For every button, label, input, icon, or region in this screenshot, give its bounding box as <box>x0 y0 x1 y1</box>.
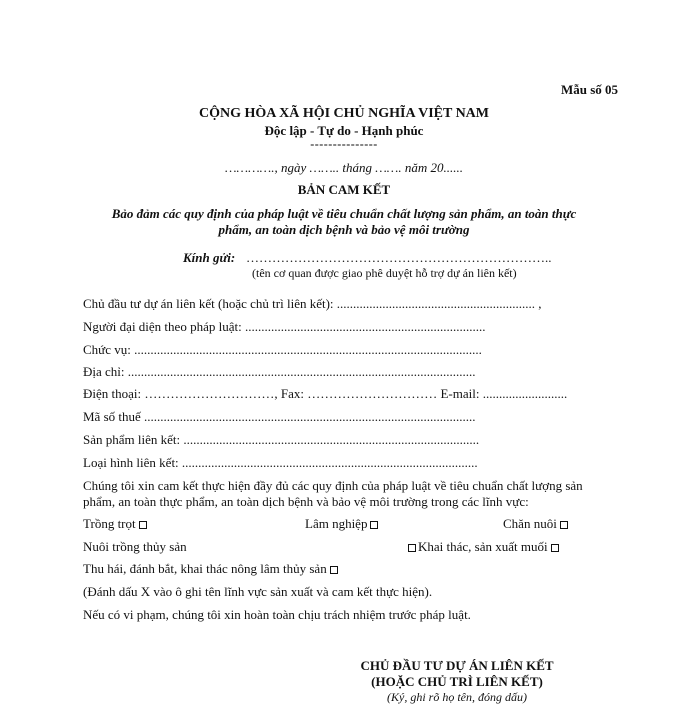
signature-instruction: (Ký, ghi rõ họ tên, đóng dấu) <box>387 690 527 704</box>
sector-salt-label: Khai thác, sản xuất muối <box>418 539 548 554</box>
position-field: Chức vụ: ........................................................................................................... <box>83 342 482 357</box>
harvest-checkbox[interactable] <box>330 566 338 574</box>
signature-title: CHỦ ĐẦU TƯ DỰ ÁN LIÊN KẾT <box>360 658 554 673</box>
sector-forestry-label: Lâm nghiệp <box>305 516 368 531</box>
livestock-checkbox[interactable] <box>560 521 568 529</box>
sector-livestock <box>503 516 568 532</box>
date-line: …………., ngày …….. tháng ……. năm 20...... <box>225 160 463 175</box>
product-field: Sản phẩm liên kết: ........................................................................................... <box>83 432 480 447</box>
aquaculture-checkbox[interactable] <box>408 544 416 552</box>
sector-salt <box>408 539 559 555</box>
salt-checkbox[interactable] <box>551 544 559 552</box>
header-rule: --------------- <box>310 137 378 151</box>
sector-forestry <box>305 516 378 532</box>
subtitle-line-1: Bảo đảm các quy định của pháp luật về tiêu chuẩn chất lượng sản phẩm, an toàn thực <box>111 206 577 221</box>
instruction-note: (Đánh dấu X vào ô ghi tên lĩnh vực sản xuất và cam kết thực hiện). <box>83 584 433 599</box>
forestry-checkbox[interactable] <box>370 521 378 529</box>
sector-livestock-label: Chăn nuôi <box>503 516 557 531</box>
form-number: Mẫu số 05 <box>560 82 618 97</box>
liability-statement: Nếu có vi phạm, chúng tôi xin hoàn toàn chịu trách nhiệm trước pháp luật. <box>83 607 471 622</box>
crop-checkbox[interactable] <box>139 521 147 529</box>
commitment-line-2: phẩm, an toàn thực phẩm, an toàn dịch bệnh và bảo vệ môi trường trong các lĩnh vực: <box>83 494 529 509</box>
motto: Độc lập - Tự do - Hạnh phúc <box>264 123 424 138</box>
sector-aquaculture <box>83 539 187 555</box>
recipient-dots: …………………………………………………………….. <box>246 250 552 265</box>
sector-aquaculture-label: Nuôi trồng thủy sản <box>83 539 187 554</box>
representative-field: Người đại diện theo pháp luật: .......................................................................... <box>83 319 486 334</box>
document-title: BẢN CAM KẾT <box>297 182 391 197</box>
tax-code-field: Mã số thuế ...................................................................................................... <box>83 409 476 424</box>
owner-field: Chủ đầu tư dự án liên kết (hoặc chủ trì liên kết): ............................................................. , <box>83 296 542 311</box>
sector-harvest-label: Thu hái, đánh bắt, khai thác nông lâm thủy sản <box>83 561 327 576</box>
sector-crop-label: Trồng trọt <box>83 516 136 531</box>
subtitle-line-2: phẩm, an toàn dịch bệnh và bảo vệ môi trường <box>218 222 470 237</box>
sector-harvest <box>83 561 338 577</box>
contact-field: Điện thoại: …………………………, Fax: ………………………… E-mail: .......................... <box>83 386 568 401</box>
link-type-field: Loại hình liên kết: ........................................................................................... <box>83 455 478 470</box>
address-field: Địa chỉ: ........................................................................................................... <box>83 364 476 379</box>
signature-subtitle: (HOẶC CHỦ TRÌ LIÊN KẾT) <box>371 674 543 689</box>
commitment-line-1: Chúng tôi xin cam kết thực hiện đầy đủ các quy định của pháp luật về tiêu chuẩn chất lượng sản <box>83 478 583 493</box>
sector-crop <box>83 516 147 532</box>
recipient-label: Kính gửi: <box>183 250 236 265</box>
nation-title: CỘNG HÒA XÃ HỘI CHỦ NGHĨA VIỆT NAM <box>198 106 489 121</box>
recipient-note: (tên cơ quan được giao phê duyệt hỗ trợ dự án liên kết) <box>252 266 517 280</box>
